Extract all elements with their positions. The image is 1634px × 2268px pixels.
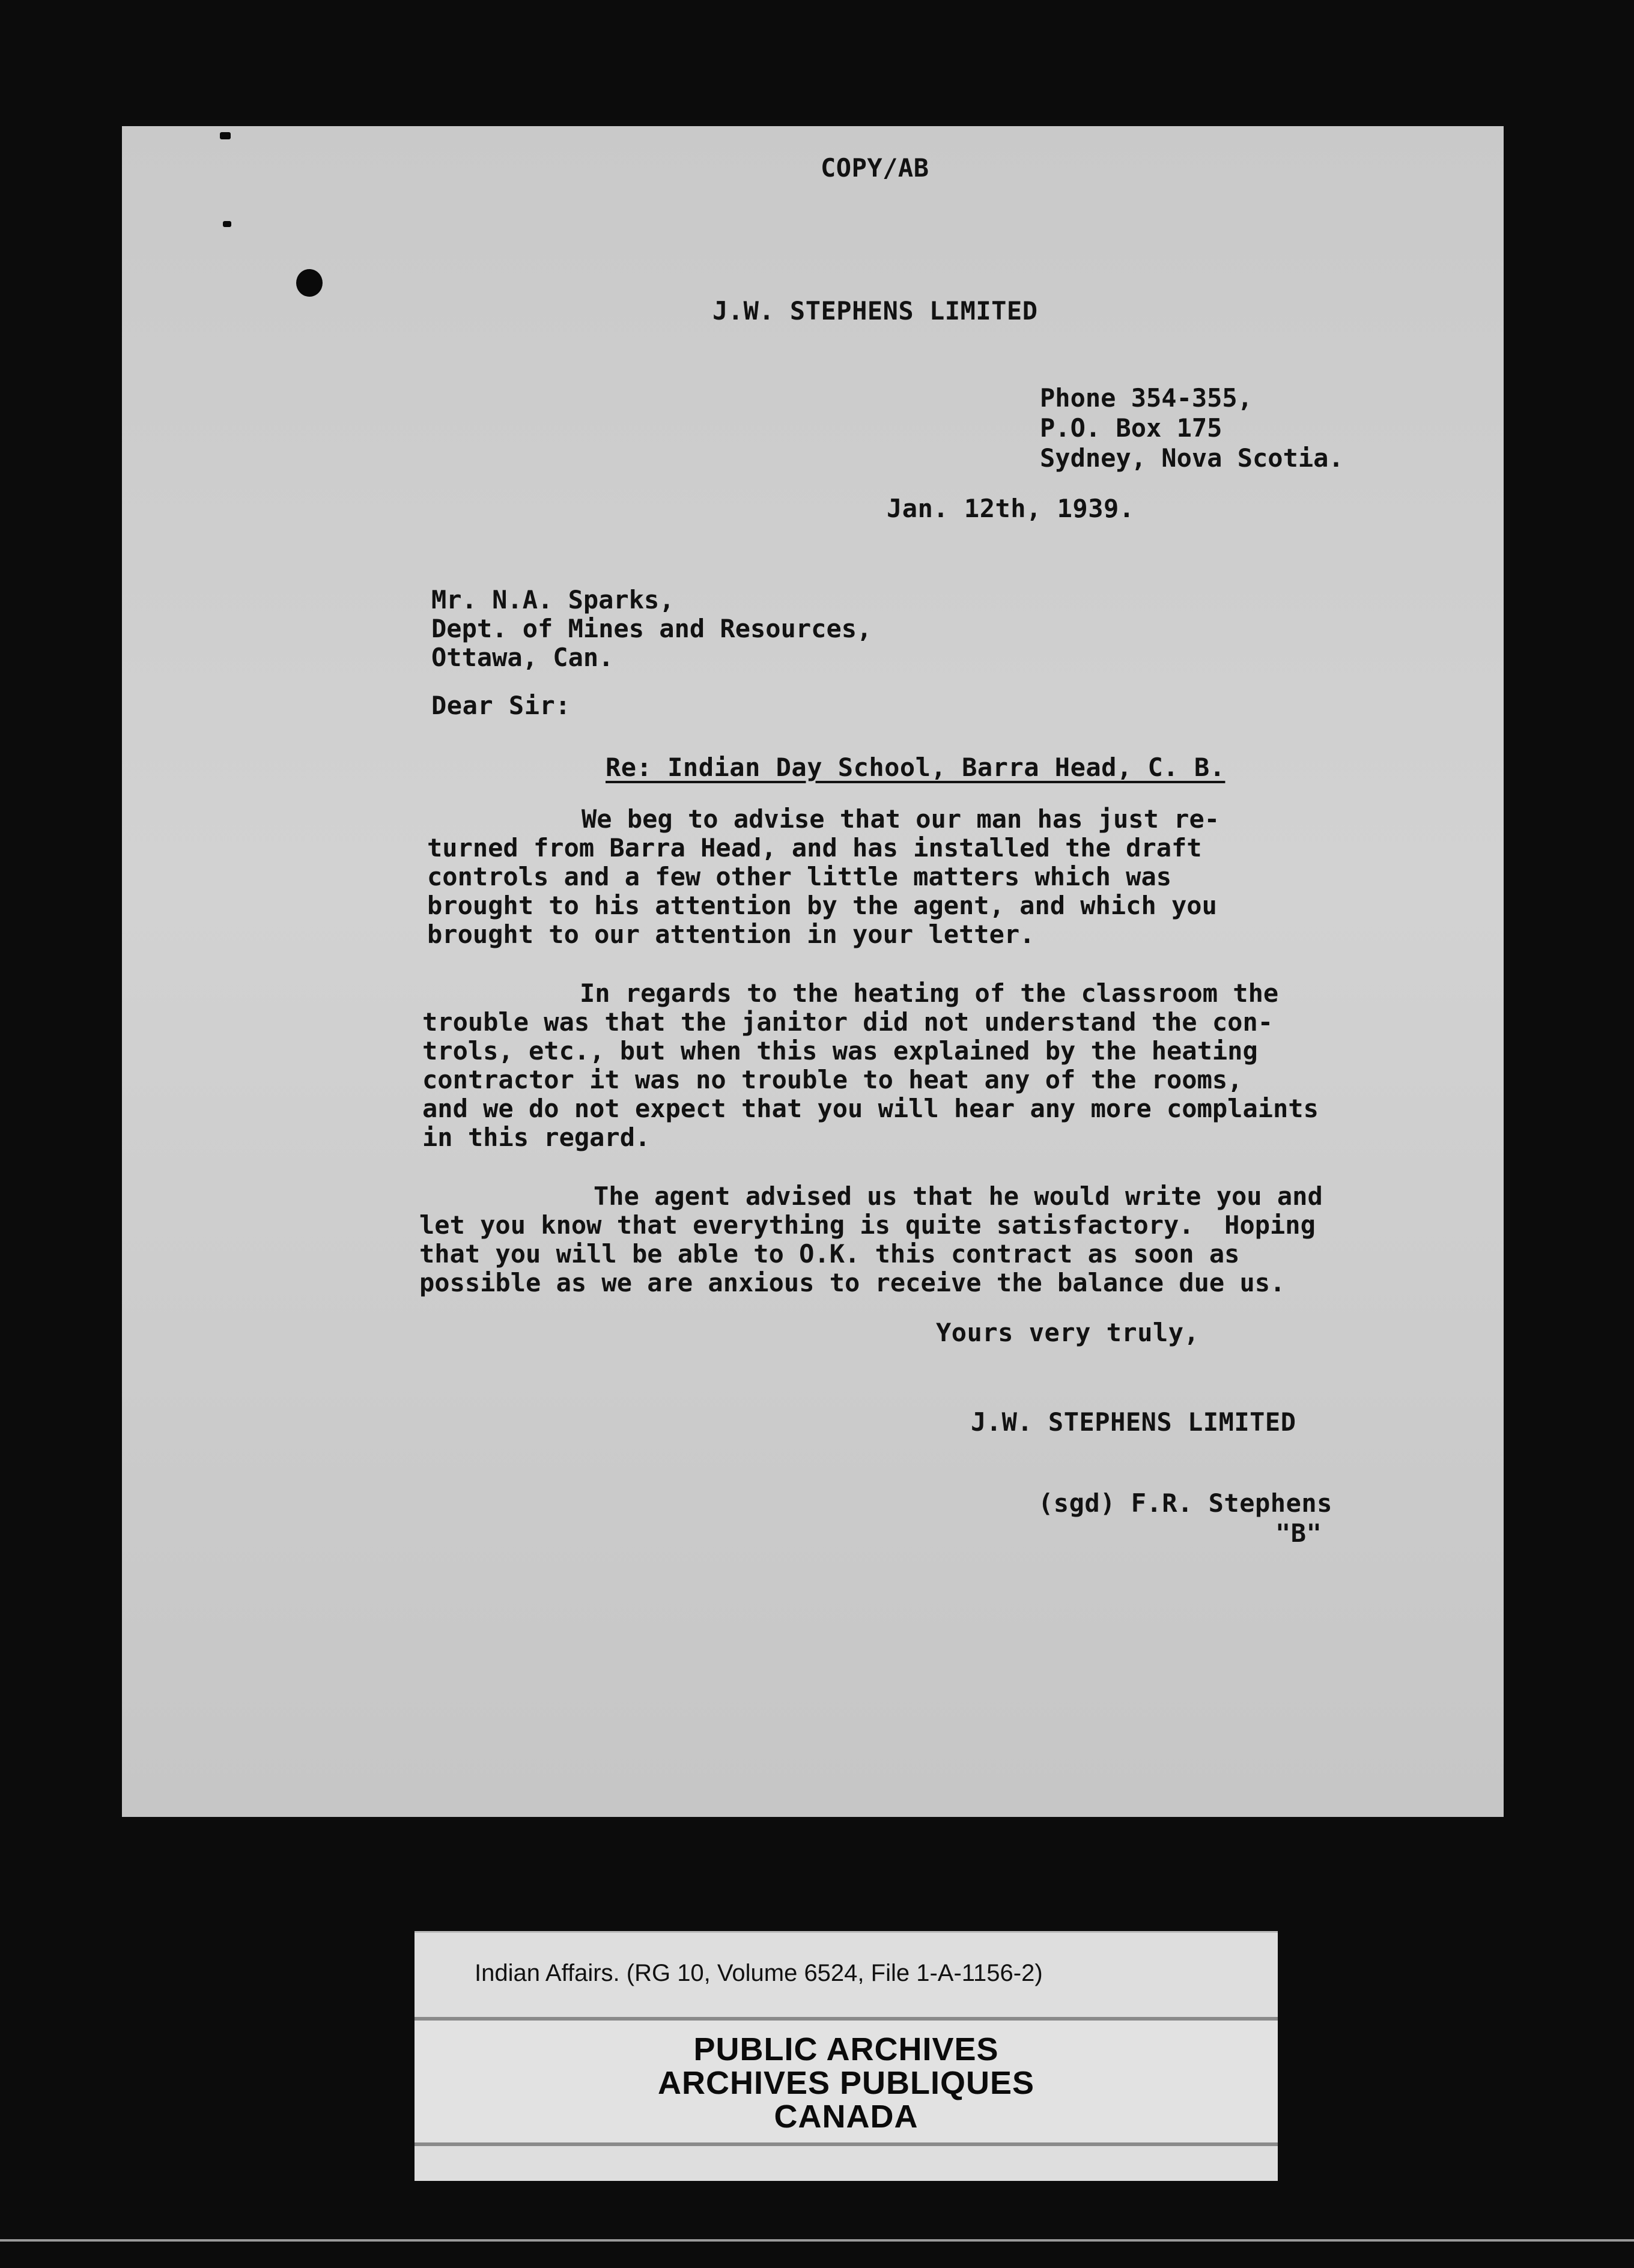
- stamp-line: PUBLIC ARCHIVES: [693, 2031, 999, 2067]
- letter-date: Jan. 12th, 1939.: [887, 494, 1135, 523]
- frame-edge: [0, 2239, 1634, 2242]
- paragraph-3: [419, 1182, 1323, 1297]
- signature: (sgd) F.R. Stephens: [1038, 1488, 1332, 1518]
- body-line: The agent advised us that he would write you and: [594, 1181, 1323, 1211]
- body-line: We beg to advise that our man has just re-: [582, 804, 1220, 834]
- sender-address: [1040, 383, 1344, 473]
- body-line: trouble was that the janitor did not understand the con-: [422, 1007, 1274, 1037]
- recipient-line: Ottawa, Can.: [431, 643, 614, 672]
- salutation: Dear Sir:: [431, 691, 571, 720]
- body-line: let you know that everything is quite satisfactory. Hoping: [419, 1210, 1316, 1240]
- paragraph-1: [427, 805, 1219, 949]
- archive-label: [415, 1931, 1278, 2181]
- recipient-line: Mr. N.A. Sparks,: [431, 585, 675, 614]
- body-line: controls and a few other little matters which was: [427, 862, 1172, 891]
- letterhead: J.W. STEPHENS LIMITED: [712, 296, 1038, 326]
- stamp-line: ARCHIVES PUBLIQUES: [657, 2065, 1035, 2101]
- body-line: brought to our attention in your letter.: [427, 920, 1035, 949]
- letter-page: [122, 126, 1504, 1817]
- recipient-line: Dept. of Mines and Resources,: [431, 614, 872, 643]
- closing: Yours very truly,: [936, 1318, 1200, 1347]
- stamp-line: CANADA: [774, 2099, 919, 2135]
- address-line: Phone 354-355,: [1040, 383, 1253, 413]
- signature-company: J.W. STEPHENS LIMITED: [971, 1407, 1296, 1437]
- paragraph-2: [422, 979, 1319, 1152]
- typist-initial: "B": [1275, 1518, 1322, 1548]
- body-line: that you will be able to O.K. this contract as soon as: [419, 1239, 1240, 1269]
- address-line: P.O. Box 175: [1040, 413, 1222, 443]
- body-line: contractor it was no trouble to heat any of the rooms,: [422, 1065, 1243, 1094]
- punch-mark: [223, 221, 231, 227]
- punch-mark: [220, 132, 231, 139]
- body-line: turned from Barra Head, and has installed the draft: [427, 833, 1202, 863]
- copy-mark: COPY/AB: [821, 153, 929, 183]
- punch-hole: [296, 269, 323, 297]
- archive-stamp: [415, 2017, 1278, 2146]
- body-line: brought to his attention by the agent, and which you: [427, 891, 1217, 920]
- body-line: In regards to the heating of the classroom the: [580, 978, 1279, 1008]
- body-line: in this regard.: [422, 1123, 651, 1152]
- body-line: and we do not expect that you will hear any more complaints: [422, 1094, 1319, 1123]
- body-line: possible as we are anxious to receive the balance due us.: [419, 1268, 1286, 1297]
- subject-line: Re: Indian Day School, Barra Head, C. B.: [606, 753, 1226, 782]
- archive-citation: Indian Affairs. (RG 10, Volume 6524, File 1-A-1156-2): [475, 1960, 1043, 1986]
- body-line: trols, etc., but when this was explained by the heating: [422, 1036, 1258, 1066]
- address-line: Sydney, Nova Scotia.: [1040, 443, 1344, 473]
- recipient-block: [431, 586, 872, 672]
